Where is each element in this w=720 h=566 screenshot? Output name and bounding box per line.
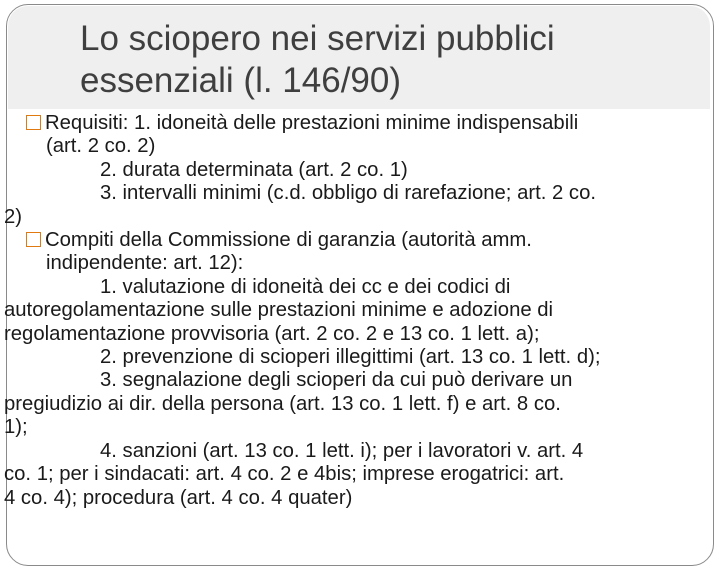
body-line: 3. intervalli minimi (c.d. obbligo di rarefazione; art. 2 co. xyxy=(100,182,596,205)
body-line: Requisiti: 1. idoneità delle prestazioni minime indispensabili xyxy=(45,112,579,134)
body-line: 2. prevenzione di scioperi illegittimi (art. 13 co. 1 lett. d); xyxy=(100,346,601,369)
body-line: 3. segnalazione degli scioperi da cui può derivare un xyxy=(100,369,573,392)
square-bullet-icon xyxy=(26,115,41,130)
body-line: (art. 2 co. 2) xyxy=(46,135,156,158)
body-line: co. 1; per i sindacati: art. 4 co. 2 e 4bis; imprese erogatrici: art. xyxy=(4,463,565,486)
body-line: 4 co. 4); procedura (art. 4 co. 4 quater) xyxy=(4,486,353,509)
bullet-item-compiti xyxy=(26,229,696,252)
body-line: 2. durata determinata (art. 2 co. 1) xyxy=(100,158,408,181)
slide-body xyxy=(4,112,696,510)
body-line: 1. valutazione di idoneità dei cc e dei codici di xyxy=(100,275,511,298)
body-line: autoregolamentazione sulle prestazioni minime e adozione di xyxy=(4,299,554,322)
body-line: pregiudizio ai dir. della persona (art. 13 co. 1 lett. f) e art. 8 co. xyxy=(4,392,561,415)
body-line: 4. sanzioni (art. 13 co. 1 lett. i); per i lavoratori v. art. 4 xyxy=(100,439,584,462)
bullet-item-requisiti xyxy=(26,112,696,135)
body-line: indipendente: art. 12): xyxy=(46,252,244,275)
body-line: Compiti della Commissione di garanzia (autorità amm. xyxy=(45,229,532,252)
body-line: regolamentazione provvisoria (art. 2 co. 2 e 13 co. 1 lett. a); xyxy=(4,322,540,345)
slide-title xyxy=(80,18,680,102)
title-line-2: essenziali (l. 146/90) xyxy=(80,61,401,100)
title-line-1: Lo sciopero nei servizi pubblici xyxy=(80,19,555,58)
square-bullet-icon xyxy=(26,232,41,247)
body-line: 2) xyxy=(4,205,23,228)
body-line: 1); xyxy=(4,416,28,439)
